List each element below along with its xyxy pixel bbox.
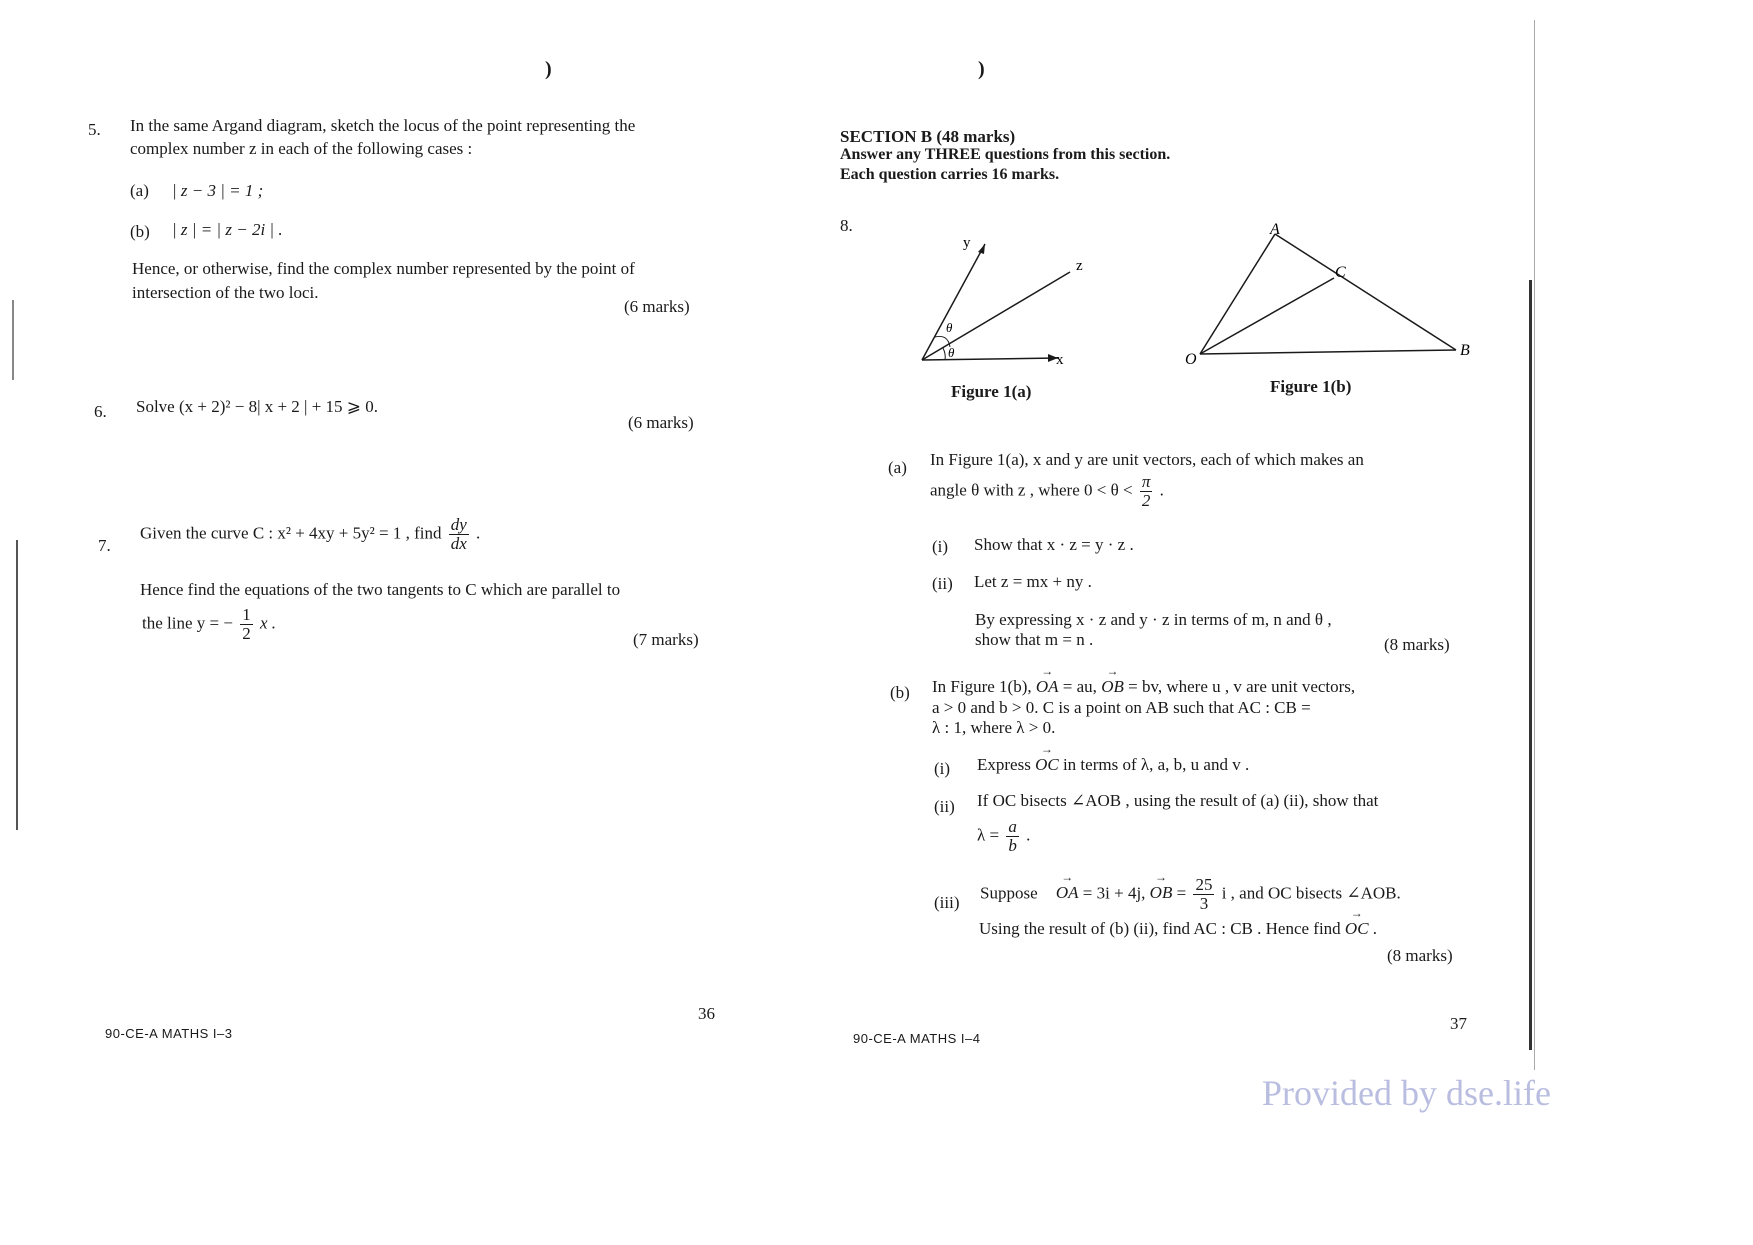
- vector-y-arrow: [978, 244, 985, 254]
- question-text: By expressing x · z and y · z in terms of m, n and θ ,: [975, 610, 1332, 629]
- figure-caption: Figure 1(b): [1270, 377, 1352, 396]
- segment-AB: [1275, 234, 1456, 350]
- text: = 3i + 4j,: [1082, 883, 1146, 903]
- label-z: z: [1076, 258, 1083, 274]
- marks: (6 marks): [624, 297, 690, 316]
- question-text: Let z = mx + ny .: [974, 572, 1092, 591]
- question-text: [980, 876, 1401, 913]
- question-text: intersection of the two loci.: [132, 283, 319, 302]
- segment-OA: [1200, 234, 1275, 354]
- question-text: [142, 606, 276, 643]
- vector-z-line: [922, 272, 1070, 360]
- question-number: 7.: [98, 536, 111, 555]
- part-expression: | z | = | z − 2i | .: [172, 220, 283, 239]
- label-C: C: [1335, 264, 1346, 281]
- subpart-label: (ii): [932, 574, 953, 593]
- question-text: Hence find the equations of the two tangents to C which are parallel to: [140, 580, 621, 599]
- question-number: 8.: [840, 216, 853, 235]
- text: In Figure 1(b),: [932, 677, 1032, 696]
- section-instruction: Each question carries 16 marks.: [840, 166, 1060, 183]
- vector-OA: → OA: [1056, 883, 1079, 903]
- subpart-label: (ii): [934, 797, 955, 816]
- question-text: [932, 677, 1355, 697]
- text: =: [1176, 883, 1187, 903]
- marks: (6 marks): [628, 413, 694, 432]
- angle-arc-bottom: [943, 348, 945, 360]
- question-text: λ : 1, where λ > 0.: [932, 718, 1056, 737]
- text: Using the result of (b) (ii), find AC : CB . Hence find: [979, 919, 1341, 938]
- part-expression: | z − 3 | = 1 ;: [172, 181, 264, 200]
- denominator: 3: [1199, 893, 1209, 913]
- text: x .: [259, 613, 276, 633]
- question-text: In the same Argand diagram, sketch the locus of the point representing the: [130, 116, 636, 135]
- part-label: (b): [890, 683, 910, 702]
- section-title: SECTION B (48 marks): [840, 127, 1016, 146]
- vector-OB: → OB: [1101, 677, 1124, 697]
- watermark: Provided by dse.life: [1262, 1073, 1551, 1113]
- text: Express: [977, 755, 1031, 774]
- label-y: y: [963, 235, 971, 251]
- text: .: [1159, 480, 1164, 500]
- vector-y-line: [922, 244, 985, 360]
- question-text: [977, 755, 1249, 775]
- subpart-label: (i): [932, 537, 949, 556]
- text: .: [1372, 919, 1378, 938]
- part-label: (a): [130, 181, 149, 200]
- footer-code: 90-CE-A MATHS I–3: [105, 1026, 233, 1041]
- subpart-label: (iii): [934, 893, 960, 912]
- fraction: [240, 606, 253, 643]
- text: .: [476, 523, 481, 543]
- marks: (8 marks): [1387, 946, 1453, 965]
- question-expression: Solve (x + 2)² − 8| x + 2 | + 15 ⩾ 0.: [136, 397, 379, 416]
- question-number: 5.: [88, 120, 101, 139]
- denominator: b: [1008, 835, 1017, 855]
- marks: (7 marks): [633, 630, 699, 649]
- part-label: (a): [888, 458, 907, 477]
- denominator: 2: [242, 623, 251, 643]
- text: λ =: [977, 825, 1000, 845]
- text: Suppose: [980, 883, 1038, 903]
- section-instruction: Answer any THREE questions from this section.: [840, 146, 1171, 163]
- scan-edge-mark: [16, 540, 18, 830]
- subpart-label: (i): [934, 759, 951, 778]
- numerator: a: [1008, 817, 1017, 836]
- label-theta-top: θ: [946, 320, 953, 335]
- label-O: O: [1185, 351, 1197, 368]
- question-text: complex number z in each of the following cases :: [130, 139, 473, 158]
- text: = au,: [1062, 677, 1097, 696]
- text: .: [1026, 825, 1031, 845]
- denominator: 2: [1141, 490, 1151, 510]
- scan-edge-mark: [1534, 20, 1535, 1070]
- fraction: [1140, 473, 1153, 510]
- scan-edge-mark: [12, 300, 14, 380]
- vector-OA: → OA: [1036, 677, 1059, 697]
- text: the line y = −: [142, 613, 233, 633]
- vector-OC: → OC: [1035, 755, 1059, 775]
- question-text: [979, 919, 1377, 939]
- derivative-fraction: [449, 516, 469, 553]
- question-text: [930, 473, 1164, 510]
- label-theta-bottom: θ: [948, 345, 955, 360]
- marks: (8 marks): [1384, 635, 1450, 654]
- top-mark: ): [545, 58, 552, 80]
- question-text: show that m = n .: [975, 630, 1094, 649]
- part-label: (b): [130, 222, 150, 241]
- denominator: dx: [450, 533, 467, 553]
- question-text: a > 0 and b > 0. C is a point on AB such that AC : CB =: [932, 698, 1311, 717]
- label-B: B: [1460, 342, 1470, 359]
- page-number: 37: [1450, 1014, 1467, 1033]
- figure-1b: [1180, 220, 1480, 370]
- text: i , and OC bisects ∠AOB.: [1221, 883, 1401, 903]
- figure-caption: Figure 1(a): [951, 382, 1032, 401]
- question-number: 6.: [94, 402, 107, 421]
- text: Given the curve C : x² + 4xy + 5y² = 1 , find: [140, 523, 442, 543]
- label-x: x: [1056, 352, 1064, 368]
- numerator: dy: [450, 515, 467, 534]
- question-text: Hence, or otherwise, find the complex number represented by the point of: [132, 259, 635, 278]
- top-mark: ): [978, 58, 985, 80]
- fraction: [1193, 876, 1214, 913]
- question-text: Show that x · z = y · z .: [974, 535, 1134, 554]
- numerator: π: [1141, 472, 1151, 491]
- text: = bv, where u , v are unit vectors,: [1128, 677, 1356, 696]
- label-A: A: [1270, 221, 1280, 238]
- page-number: 36: [698, 1004, 715, 1023]
- question-text: [140, 516, 480, 553]
- numerator: 1: [242, 605, 251, 624]
- figure-1a: [900, 230, 1100, 375]
- text: angle θ with z , where 0 < θ <: [930, 480, 1133, 500]
- question-text: In Figure 1(a), x and y are unit vectors, each of which makes an: [930, 450, 1364, 469]
- numerator: 25: [1195, 875, 1213, 894]
- scan-edge-mark: [1529, 280, 1532, 1050]
- fraction: [1006, 818, 1019, 855]
- question-text: If OC bisects ∠AOB , using the result of (a) (ii), show that: [977, 791, 1379, 810]
- vector-OC: → OC: [1345, 919, 1369, 939]
- question-text: [977, 818, 1030, 855]
- vector-OB: → OB: [1150, 883, 1173, 903]
- vector-x-line: [922, 358, 1058, 360]
- text: in terms of λ, a, b, u and v .: [1062, 755, 1250, 774]
- segment-OB: [1200, 350, 1456, 354]
- segment-OC: [1200, 278, 1334, 354]
- footer-code: 90-CE-A MATHS I–4: [853, 1031, 981, 1046]
